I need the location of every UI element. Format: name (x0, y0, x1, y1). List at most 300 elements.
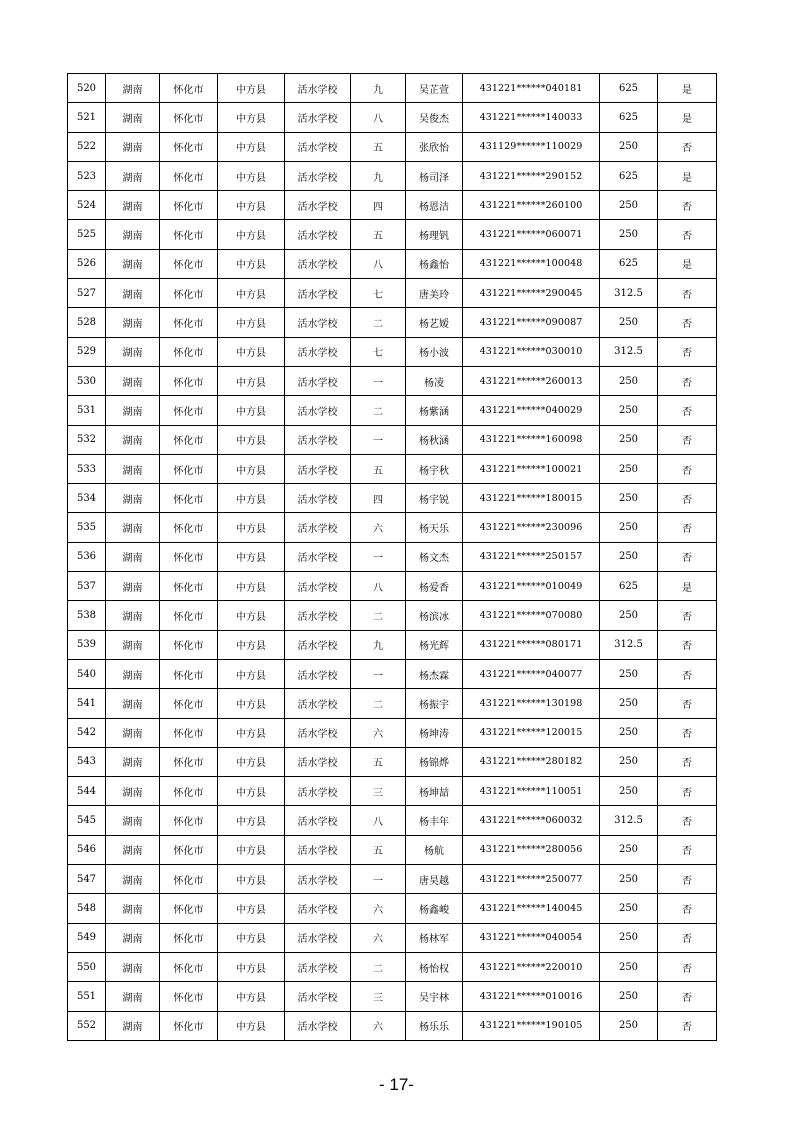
cell-flag: 否 (658, 952, 717, 981)
cell-id-number: 431221******220010 (463, 952, 600, 981)
cell-name: 杨司泽 (406, 161, 463, 190)
cell-city: 怀化市 (160, 572, 218, 601)
cell-county: 中方县 (218, 747, 285, 776)
cell-amount: 625 (600, 103, 658, 132)
cell-county: 中方县 (218, 161, 285, 190)
cell-name: 吴俊杰 (406, 103, 463, 132)
cell-name: 杨航 (406, 835, 463, 864)
cell-id-number: 431221******250157 (463, 542, 600, 571)
cell-amount: 250 (600, 513, 658, 542)
cell-province: 湖南 (106, 806, 160, 835)
page-number: - 17- (379, 1075, 414, 1094)
cell-amount: 312.5 (600, 337, 658, 366)
cell-amount: 250 (600, 601, 658, 630)
cell-province: 湖南 (106, 718, 160, 747)
cell-name: 杨凌 (406, 366, 463, 395)
cell-amount: 250 (600, 659, 658, 688)
records-table (67, 73, 717, 1041)
cell-amount: 625 (600, 161, 658, 190)
cell-province: 湖南 (106, 366, 160, 395)
cell-city: 怀化市 (160, 718, 218, 747)
cell-county: 中方县 (218, 659, 285, 688)
cell-county: 中方县 (218, 337, 285, 366)
cell-amount: 250 (600, 982, 658, 1011)
table-row (68, 601, 717, 630)
cell-serial: 549 (68, 923, 106, 952)
cell-amount: 250 (600, 1011, 658, 1040)
cell-id-number: 431221******100021 (463, 454, 600, 483)
cell-grade: 九 (351, 630, 406, 659)
cell-flag: 否 (658, 982, 717, 1011)
table-row (68, 659, 717, 688)
cell-city: 怀化市 (160, 425, 218, 454)
cell-city: 怀化市 (160, 454, 218, 483)
cell-grade: 七 (351, 279, 406, 308)
table-row (68, 425, 717, 454)
cell-county: 中方县 (218, 806, 285, 835)
cell-grade: 二 (351, 308, 406, 337)
cell-serial: 524 (68, 191, 106, 220)
cell-grade: 五 (351, 835, 406, 864)
table-row (68, 103, 717, 132)
cell-county: 中方县 (218, 513, 285, 542)
cell-school: 活水学校 (285, 806, 351, 835)
cell-city: 怀化市 (160, 542, 218, 571)
cell-amount: 625 (600, 249, 658, 278)
cell-flag: 否 (658, 601, 717, 630)
cell-grade: 六 (351, 1011, 406, 1040)
cell-school: 活水学校 (285, 601, 351, 630)
cell-serial: 546 (68, 835, 106, 864)
cell-county: 中方县 (218, 191, 285, 220)
cell-amount: 250 (600, 952, 658, 981)
cell-county: 中方县 (218, 835, 285, 864)
cell-city: 怀化市 (160, 337, 218, 366)
cell-city: 怀化市 (160, 806, 218, 835)
cell-name: 吴芷萱 (406, 74, 463, 103)
table-row (68, 689, 717, 718)
cell-grade: 二 (351, 689, 406, 718)
cell-province: 湖南 (106, 513, 160, 542)
cell-city: 怀化市 (160, 220, 218, 249)
table-row (68, 132, 717, 161)
cell-county: 中方县 (218, 689, 285, 718)
cell-school: 活水学校 (285, 1011, 351, 1040)
cell-school: 活水学校 (285, 74, 351, 103)
cell-flag: 否 (658, 220, 717, 249)
cell-city: 怀化市 (160, 308, 218, 337)
cell-school: 活水学校 (285, 513, 351, 542)
cell-city: 怀化市 (160, 835, 218, 864)
cell-name: 张欣怡 (406, 132, 463, 161)
cell-id-number: 431221******040029 (463, 396, 600, 425)
cell-amount: 250 (600, 396, 658, 425)
cell-flag: 是 (658, 103, 717, 132)
cell-city: 怀化市 (160, 396, 218, 425)
table-row (68, 630, 717, 659)
cell-county: 中方县 (218, 572, 285, 601)
cell-id-number: 431221******040054 (463, 923, 600, 952)
cell-serial: 543 (68, 747, 106, 776)
cell-grade: 一 (351, 542, 406, 571)
cell-city: 怀化市 (160, 249, 218, 278)
cell-province: 湖南 (106, 923, 160, 952)
cell-city: 怀化市 (160, 982, 218, 1011)
cell-amount: 250 (600, 923, 658, 952)
cell-city: 怀化市 (160, 366, 218, 395)
cell-province: 湖南 (106, 484, 160, 513)
cell-school: 活水学校 (285, 835, 351, 864)
cell-school: 活水学校 (285, 454, 351, 483)
cell-flag: 否 (658, 279, 717, 308)
cell-flag: 否 (658, 689, 717, 718)
cell-school: 活水学校 (285, 982, 351, 1011)
cell-flag: 否 (658, 747, 717, 776)
cell-id-number: 431221******120015 (463, 718, 600, 747)
cell-grade: 六 (351, 894, 406, 923)
cell-county: 中方县 (218, 103, 285, 132)
cell-grade: 五 (351, 747, 406, 776)
cell-amount: 250 (600, 865, 658, 894)
cell-grade: 三 (351, 777, 406, 806)
cell-name: 杨恩洁 (406, 191, 463, 220)
cell-county: 中方县 (218, 1011, 285, 1040)
cell-id-number: 431221******180015 (463, 484, 600, 513)
cell-flag: 是 (658, 74, 717, 103)
cell-school: 活水学校 (285, 572, 351, 601)
cell-id-number: 431221******280056 (463, 835, 600, 864)
cell-flag: 否 (658, 366, 717, 395)
table-row (68, 806, 717, 835)
cell-city: 怀化市 (160, 74, 218, 103)
cell-grade: 二 (351, 601, 406, 630)
cell-name: 杨紫涵 (406, 396, 463, 425)
cell-serial: 526 (68, 249, 106, 278)
cell-school: 活水学校 (285, 220, 351, 249)
cell-school: 活水学校 (285, 103, 351, 132)
table-row (68, 249, 717, 278)
cell-flag: 否 (658, 923, 717, 952)
cell-province: 湖南 (106, 220, 160, 249)
cell-flag: 是 (658, 249, 717, 278)
cell-county: 中方县 (218, 630, 285, 659)
cell-school: 活水学校 (285, 161, 351, 190)
cell-flag: 是 (658, 572, 717, 601)
cell-amount: 250 (600, 747, 658, 776)
cell-amount: 250 (600, 777, 658, 806)
cell-county: 中方县 (218, 279, 285, 308)
cell-flag: 否 (658, 132, 717, 161)
cell-city: 怀化市 (160, 894, 218, 923)
cell-serial: 528 (68, 308, 106, 337)
cell-name: 吴宇林 (406, 982, 463, 1011)
cell-grade: 三 (351, 982, 406, 1011)
cell-flag: 否 (658, 718, 717, 747)
cell-province: 湖南 (106, 308, 160, 337)
cell-name: 唐美玲 (406, 279, 463, 308)
cell-grade: 四 (351, 191, 406, 220)
cell-flag: 否 (658, 777, 717, 806)
table-row (68, 572, 717, 601)
cell-amount: 250 (600, 718, 658, 747)
cell-flag: 否 (658, 894, 717, 923)
cell-serial: 530 (68, 366, 106, 395)
cell-county: 中方县 (218, 542, 285, 571)
cell-grade: 九 (351, 74, 406, 103)
table-row (68, 865, 717, 894)
cell-name: 杨宇秋 (406, 454, 463, 483)
cell-serial: 522 (68, 132, 106, 161)
cell-id-number: 431221******080171 (463, 630, 600, 659)
cell-school: 活水学校 (285, 865, 351, 894)
cell-province: 湖南 (106, 132, 160, 161)
cell-county: 中方县 (218, 718, 285, 747)
cell-province: 湖南 (106, 777, 160, 806)
cell-flag: 否 (658, 542, 717, 571)
cell-grade: 八 (351, 806, 406, 835)
table-row (68, 747, 717, 776)
cell-name: 杨坤涛 (406, 718, 463, 747)
cell-city: 怀化市 (160, 747, 218, 776)
cell-amount: 250 (600, 484, 658, 513)
cell-name: 杨鑫怡 (406, 249, 463, 278)
cell-name: 杨丰年 (406, 806, 463, 835)
cell-city: 怀化市 (160, 132, 218, 161)
cell-grade: 六 (351, 718, 406, 747)
cell-province: 湖南 (106, 952, 160, 981)
cell-school: 活水学校 (285, 132, 351, 161)
cell-city: 怀化市 (160, 191, 218, 220)
cell-city: 怀化市 (160, 1011, 218, 1040)
cell-name: 杨锦烨 (406, 747, 463, 776)
cell-id-number: 431129******110029 (463, 132, 600, 161)
cell-county: 中方县 (218, 601, 285, 630)
cell-id-number: 431221******260013 (463, 366, 600, 395)
cell-city: 怀化市 (160, 601, 218, 630)
cell-serial: 521 (68, 103, 106, 132)
cell-school: 活水学校 (285, 308, 351, 337)
cell-flag: 否 (658, 425, 717, 454)
cell-flag: 否 (658, 659, 717, 688)
cell-flag: 否 (658, 337, 717, 366)
cell-flag: 否 (658, 835, 717, 864)
cell-amount: 250 (600, 220, 658, 249)
cell-name: 杨爱香 (406, 572, 463, 601)
cell-school: 活水学校 (285, 484, 351, 513)
cell-province: 湖南 (106, 1011, 160, 1040)
cell-province: 湖南 (106, 865, 160, 894)
cell-name: 杨宇锐 (406, 484, 463, 513)
cell-name: 唐昊越 (406, 865, 463, 894)
cell-id-number: 431221******100048 (463, 249, 600, 278)
cell-serial: 537 (68, 572, 106, 601)
cell-id-number: 431221******010016 (463, 982, 600, 1011)
cell-name: 杨滨冰 (406, 601, 463, 630)
cell-grade: 五 (351, 132, 406, 161)
cell-school: 活水学校 (285, 659, 351, 688)
cell-province: 湖南 (106, 425, 160, 454)
cell-county: 中方县 (218, 484, 285, 513)
cell-province: 湖南 (106, 279, 160, 308)
cell-province: 湖南 (106, 982, 160, 1011)
cell-id-number: 431221******060071 (463, 220, 600, 249)
cell-amount: 250 (600, 542, 658, 571)
cell-province: 湖南 (106, 249, 160, 278)
cell-flag: 否 (658, 308, 717, 337)
cell-serial: 520 (68, 74, 106, 103)
cell-id-number: 431221******040077 (463, 659, 600, 688)
cell-flag: 否 (658, 191, 717, 220)
table-row (68, 74, 717, 103)
table-row (68, 279, 717, 308)
cell-province: 湖南 (106, 572, 160, 601)
cell-grade: 五 (351, 454, 406, 483)
cell-serial: 538 (68, 601, 106, 630)
cell-serial: 531 (68, 396, 106, 425)
cell-grade: 六 (351, 513, 406, 542)
table-row (68, 396, 717, 425)
cell-serial: 544 (68, 777, 106, 806)
cell-school: 活水学校 (285, 249, 351, 278)
cell-serial: 541 (68, 689, 106, 718)
cell-city: 怀化市 (160, 777, 218, 806)
cell-province: 湖南 (106, 103, 160, 132)
cell-serial: 550 (68, 952, 106, 981)
cell-flag: 否 (658, 513, 717, 542)
cell-serial: 527 (68, 279, 106, 308)
cell-id-number: 431221******030010 (463, 337, 600, 366)
cell-flag: 否 (658, 484, 717, 513)
cell-city: 怀化市 (160, 484, 218, 513)
table-row (68, 894, 717, 923)
table-row (68, 220, 717, 249)
cell-county: 中方县 (218, 132, 285, 161)
cell-name: 杨艺嫒 (406, 308, 463, 337)
cell-province: 湖南 (106, 747, 160, 776)
table-row (68, 366, 717, 395)
cell-school: 活水学校 (285, 396, 351, 425)
table-row (68, 337, 717, 366)
cell-id-number: 431221******090087 (463, 308, 600, 337)
cell-county: 中方县 (218, 308, 285, 337)
table-row (68, 484, 717, 513)
cell-name: 杨理钒 (406, 220, 463, 249)
cell-school: 活水学校 (285, 777, 351, 806)
cell-province: 湖南 (106, 630, 160, 659)
cell-id-number: 431221******140033 (463, 103, 600, 132)
cell-school: 活水学校 (285, 366, 351, 395)
cell-school: 活水学校 (285, 630, 351, 659)
cell-school: 活水学校 (285, 747, 351, 776)
cell-province: 湖南 (106, 396, 160, 425)
cell-grade: 二 (351, 952, 406, 981)
table-row (68, 454, 717, 483)
cell-amount: 625 (600, 74, 658, 103)
cell-serial: 525 (68, 220, 106, 249)
table-row (68, 923, 717, 952)
cell-county: 中方县 (218, 454, 285, 483)
cell-county: 中方县 (218, 220, 285, 249)
table-row (68, 777, 717, 806)
cell-province: 湖南 (106, 835, 160, 864)
cell-grade: 一 (351, 425, 406, 454)
cell-name: 杨小波 (406, 337, 463, 366)
cell-id-number: 431221******140045 (463, 894, 600, 923)
cell-amount: 312.5 (600, 279, 658, 308)
cell-city: 怀化市 (160, 923, 218, 952)
table-row (68, 718, 717, 747)
cell-school: 活水学校 (285, 279, 351, 308)
cell-id-number: 431221******250077 (463, 865, 600, 894)
cell-name: 杨杰霖 (406, 659, 463, 688)
cell-serial: 548 (68, 894, 106, 923)
cell-id-number: 431221******290045 (463, 279, 600, 308)
table-row (68, 513, 717, 542)
cell-school: 活水学校 (285, 923, 351, 952)
cell-province: 湖南 (106, 74, 160, 103)
cell-serial: 547 (68, 865, 106, 894)
cell-grade: 一 (351, 659, 406, 688)
cell-flag: 否 (658, 630, 717, 659)
cell-serial: 539 (68, 630, 106, 659)
cell-school: 活水学校 (285, 191, 351, 220)
cell-province: 湖南 (106, 337, 160, 366)
cell-county: 中方县 (218, 396, 285, 425)
cell-flag: 否 (658, 396, 717, 425)
cell-city: 怀化市 (160, 161, 218, 190)
cell-serial: 551 (68, 982, 106, 1011)
cell-grade: 八 (351, 249, 406, 278)
cell-school: 活水学校 (285, 689, 351, 718)
cell-flag: 否 (658, 806, 717, 835)
cell-province: 湖南 (106, 454, 160, 483)
cell-city: 怀化市 (160, 659, 218, 688)
cell-id-number: 431221******130198 (463, 689, 600, 718)
table-row (68, 952, 717, 981)
cell-id-number: 431221******010049 (463, 572, 600, 601)
cell-amount: 312.5 (600, 806, 658, 835)
cell-county: 中方县 (218, 982, 285, 1011)
cell-school: 活水学校 (285, 337, 351, 366)
cell-id-number: 431221******070080 (463, 601, 600, 630)
cell-province: 湖南 (106, 689, 160, 718)
cell-id-number: 431221******230096 (463, 513, 600, 542)
table-row (68, 1011, 717, 1040)
cell-school: 活水学校 (285, 718, 351, 747)
cell-serial: 542 (68, 718, 106, 747)
cell-province: 湖南 (106, 659, 160, 688)
cell-amount: 625 (600, 572, 658, 601)
cell-id-number: 431221******280182 (463, 747, 600, 776)
cell-grade: 六 (351, 923, 406, 952)
records-table-body (68, 74, 717, 1041)
cell-city: 怀化市 (160, 865, 218, 894)
table-row (68, 542, 717, 571)
cell-county: 中方县 (218, 249, 285, 278)
cell-id-number: 431221******260100 (463, 191, 600, 220)
cell-city: 怀化市 (160, 513, 218, 542)
cell-id-number: 431221******110051 (463, 777, 600, 806)
cell-flag: 否 (658, 454, 717, 483)
cell-id-number: 431221******060032 (463, 806, 600, 835)
table-row (68, 161, 717, 190)
cell-amount: 312.5 (600, 630, 658, 659)
cell-id-number: 431221******040181 (463, 74, 600, 103)
cell-province: 湖南 (106, 191, 160, 220)
cell-school: 活水学校 (285, 894, 351, 923)
cell-id-number: 431221******290152 (463, 161, 600, 190)
table-row (68, 191, 717, 220)
